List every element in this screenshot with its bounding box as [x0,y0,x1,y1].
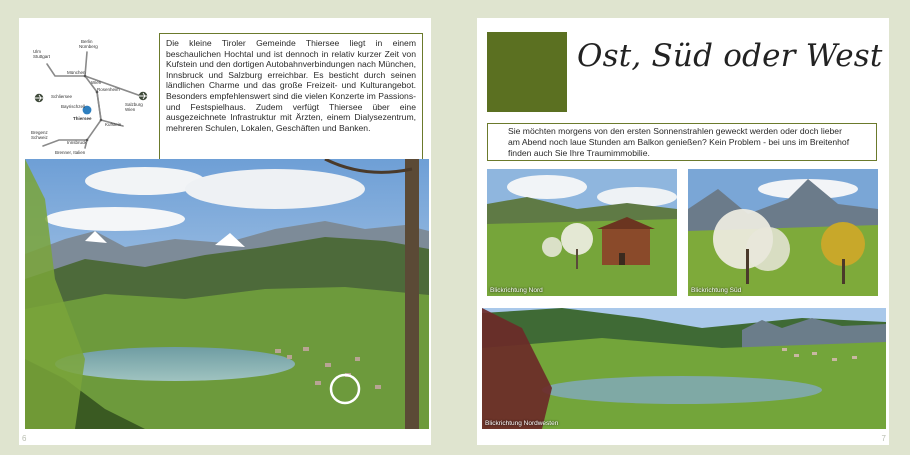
svg-text:München: München [67,70,86,75]
caption-north: Blickrichtung Nord [490,287,543,294]
map-label-berlin: Berlin [81,39,93,44]
page-number-right: 7 [881,434,886,443]
svg-text:Nürnberg: Nürnberg [79,44,98,49]
photo-north [487,169,677,296]
svg-text:Schliersee: Schliersee [51,94,73,99]
photo-northwest [482,308,886,429]
intro-text: Die kleine Tiroler Gemeinde Thiersee liegt in einem beschaulichen Hochtal und ist dennoch in relativ kurzer Zeit von Kufstein und den dortigen Autobahnverbindungen nach München, Innsbruck und Salzburg erreichbar. Es besticht durch seinen ländlichen Charme und das große Freizeit- und Kulturangebot. Besonders empfehlenswert sind die vielen Konzerte im Passions- und Festspielhaus. Zudem verfügt Thiersee über eine ausgezeichnete Infrastruktur mit Ärzten, einem Dialysezentrum, mehreren Schulen, Lokalen, Geschäften und Banken. [166,38,416,133]
svg-text:Schweiz: Schweiz [31,135,48,140]
location-map [25,34,149,156]
svg-text:Ulm: Ulm [33,49,41,54]
svg-text:Wien: Wien [91,80,102,85]
svg-text:Innsbruck: Innsbruck [67,140,87,145]
right-page [477,18,889,445]
svg-text:Bayrischzell: Bayrischzell [61,104,86,109]
left-page [19,18,431,445]
svg-text:Thiersee: Thiersee [73,116,92,121]
svg-text:Kufstein: Kufstein [105,122,122,127]
svg-text:Salzburg: Salzburg [125,102,143,107]
svg-text:Rosenheim: Rosenheim [97,87,120,92]
svg-text:Stuttgart: Stuttgart [33,54,51,59]
thiersee-valley-photo [25,159,429,429]
intro-text-right: Sie möchten morgens von den ersten Sonnenstrahlen geweckt werden oder doch lieber am Abend noch laue Stunden am Balkon genießen? Kein Problem - bei uns im Breitenhof finden auch Sie Ihre Traumimmobilie. [508,126,850,158]
intro-text-box-right [487,123,877,161]
svg-text:Wien: Wien [125,107,136,112]
caption-south: Blickrichtung Süd [691,287,742,294]
photo-south [688,169,878,296]
page-title: Ost, Süd oder West [577,38,883,74]
intro-text-box [159,33,423,163]
svg-text:Brenner, Italien: Brenner, Italien [55,150,86,155]
caption-northwest: Blickrichtung Nordwesten [485,420,559,427]
svg-text:Bregenz: Bregenz [31,130,48,135]
page-number-left: 6 [22,434,27,443]
accent-square [487,32,567,112]
